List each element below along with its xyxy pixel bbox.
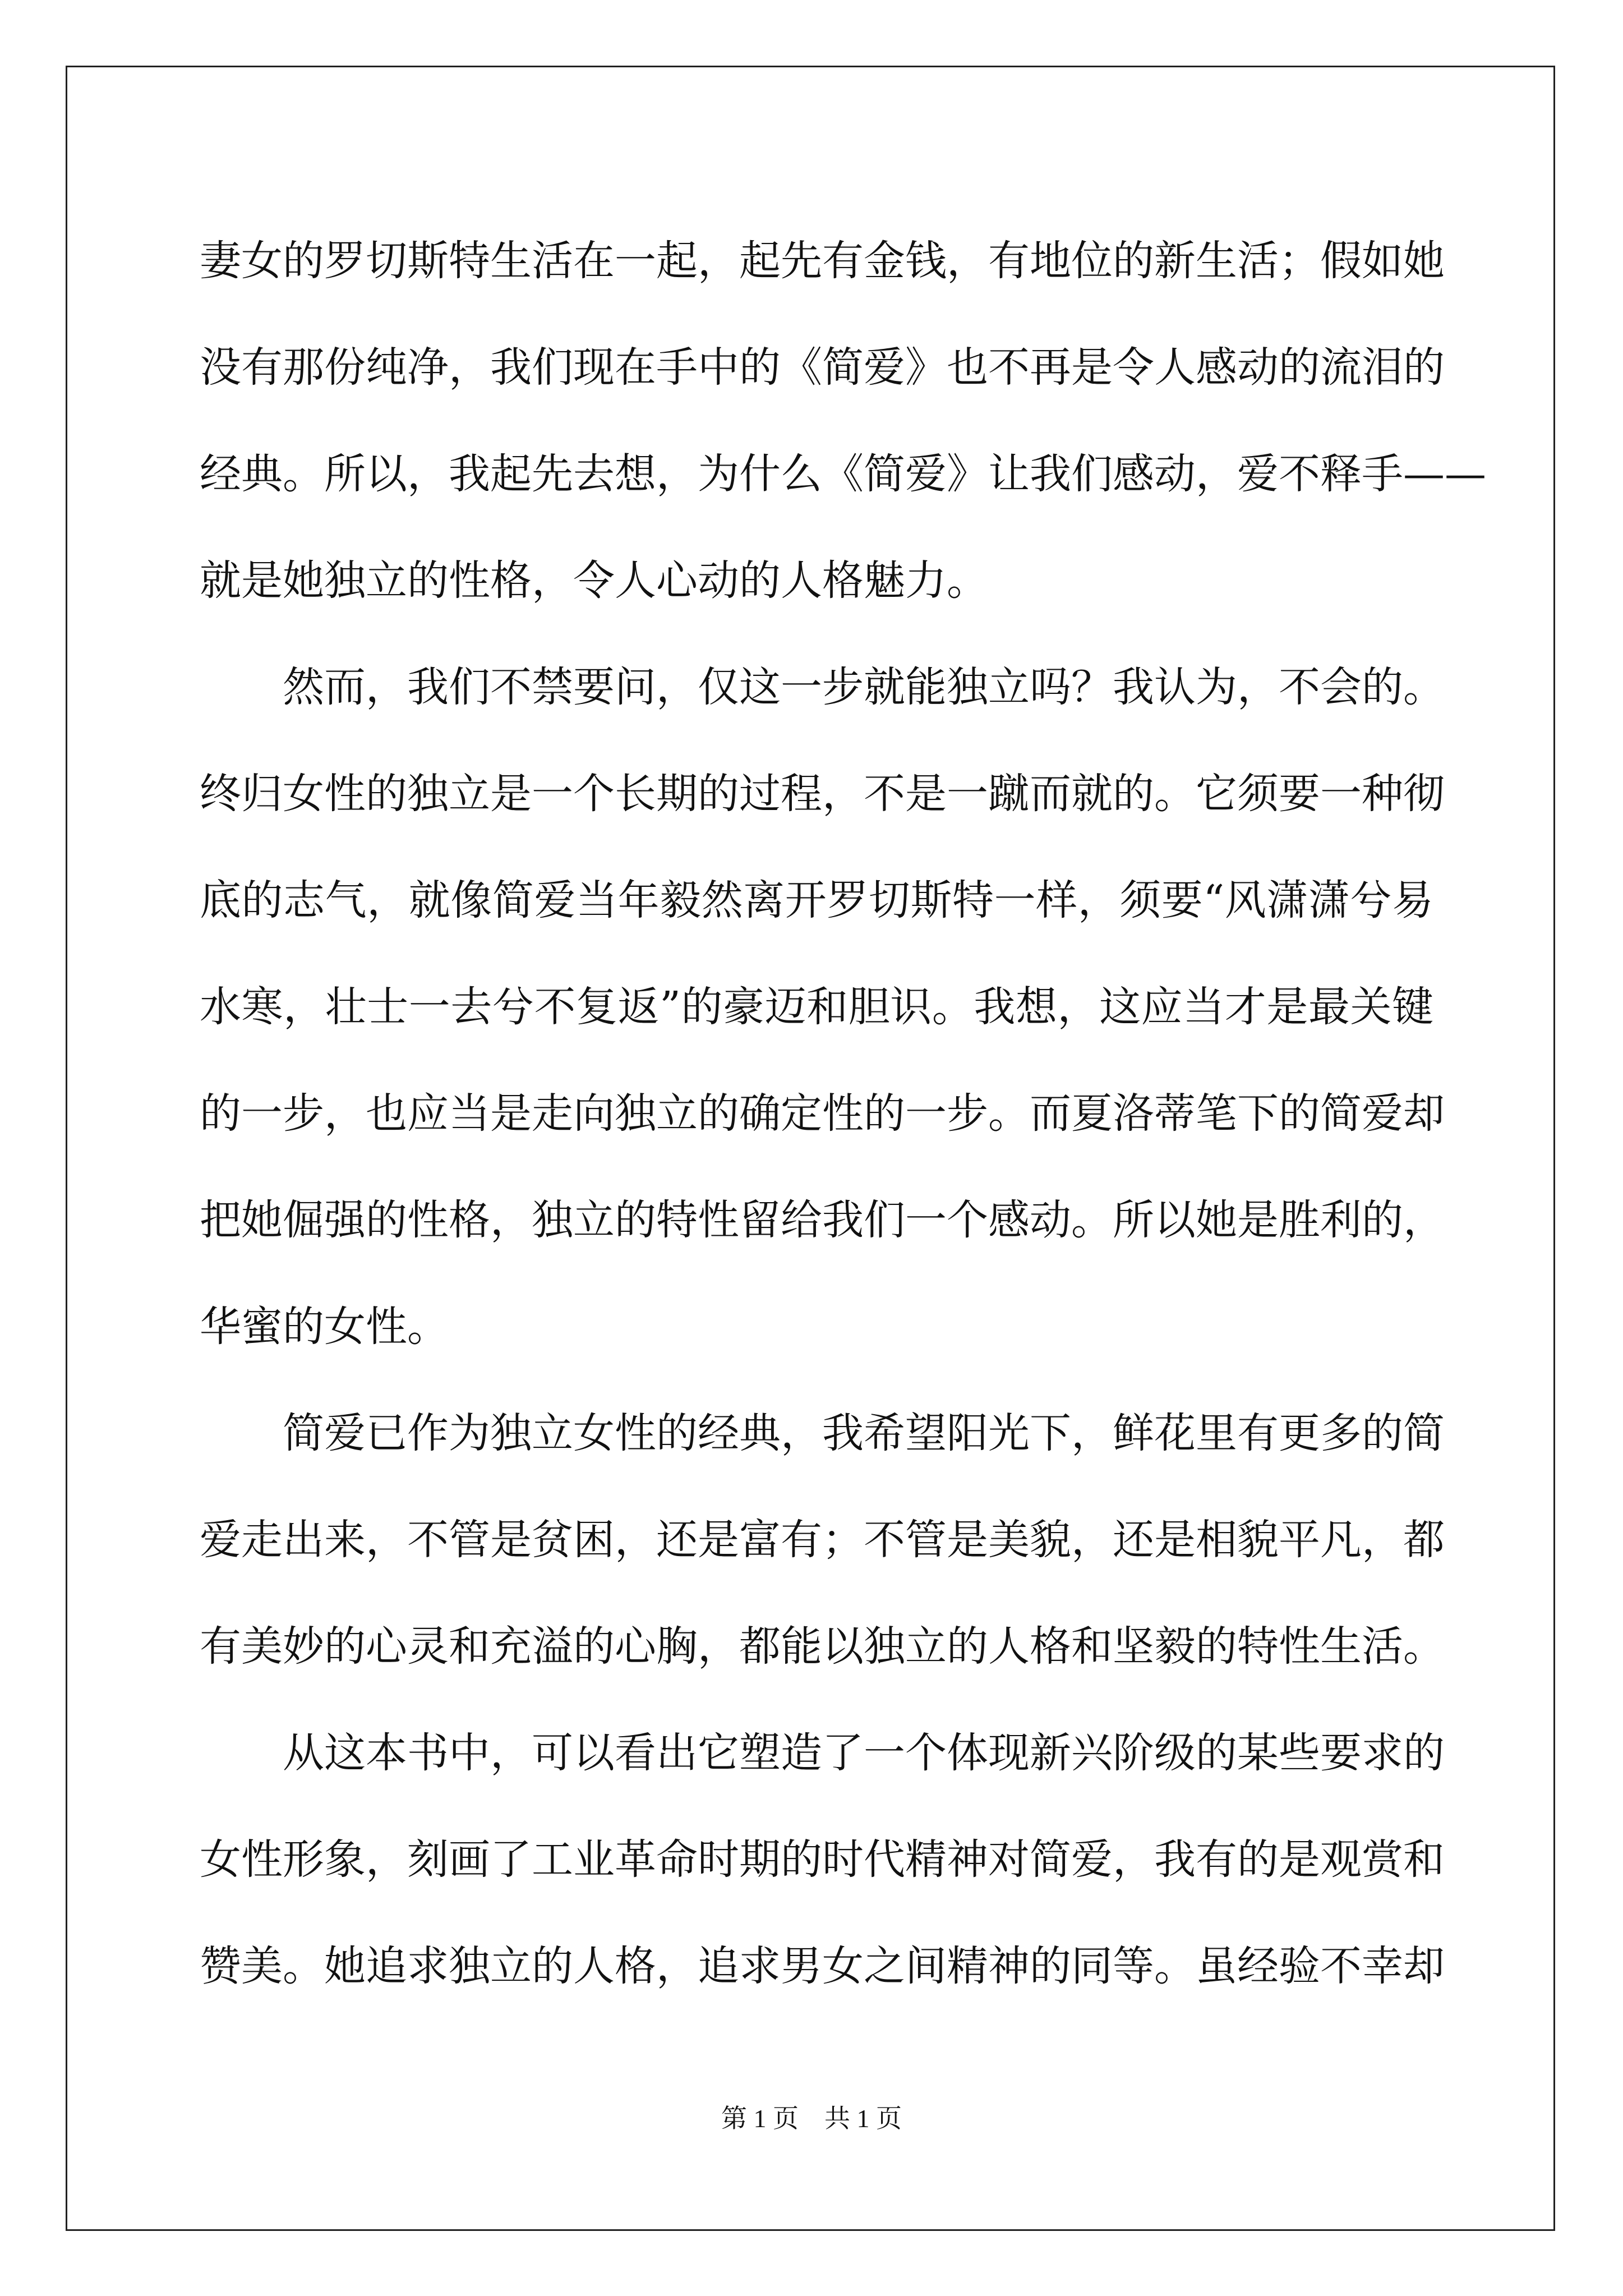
text-line: 从这本书中，可以看出它塑造了一个体现新兴阶级的某些要求的	[283, 1729, 1445, 1777]
text-line: 简爱已作为独立女性的经典，我希望阳光下，鲜花里有更多的简	[283, 1409, 1445, 1457]
text-line: 爱走出来，不管是贫困，还是富有；不管是美貌，还是相貌平凡，都	[200, 1516, 1445, 1564]
text-line: 的一步，也应当是走向独立的确定性的一步。而夏洛蒂笔下的简爱却	[200, 1089, 1445, 1138]
text-line: 赞美。她追求独立的人格，追求男女之间精神的同等。虽经验不幸却	[200, 1942, 1445, 1990]
text-line: 终归女性的独立是一个长期的过程，不是一蹴而就的。它须要一种彻	[200, 770, 1445, 818]
text-line: 有美妙的心灵和充溢的心胸，都能以独立的人格和坚毅的特性生活。	[200, 1622, 1445, 1671]
text-line: 水寒，壮士一去兮不复返”的豪迈和胆识。我想，这应当才是最关键	[200, 983, 1433, 1031]
text-line: 女性形象，刻画了工业革命时期的时代精神对简爱，我有的是观赏和	[200, 1835, 1445, 1884]
text-line: 没有那份纯净，我们现在手中的《简爱》也不再是令人感动的流泪的	[200, 343, 1445, 392]
text-line: 把她倔强的性格，独立的特性留给我们一个感动。所以她是胜利的，	[200, 1196, 1445, 1244]
text-line: 底的志气，就像简爱当年毅然离开罗切斯特一样，须要“风潇潇兮易	[200, 876, 1433, 924]
page-total: 共 1 页	[824, 2104, 902, 2133]
page-number: 第 1 页	[721, 2104, 799, 2133]
text-line: 华蜜的女性。	[200, 1303, 449, 1351]
text-line: 然而，我们不禁要问，仅这一步就能独立吗？我认为，不会的。	[283, 663, 1445, 711]
text-line: 就是她独立的性格，令人心动的人格魅力。	[200, 556, 988, 605]
text-line: 妻女的罗切斯特生活在一起，起先有金钱，有地位的新生活；假如她	[200, 237, 1445, 285]
text-line: 经典。所以，我起先去想，为什么《简爱》让我们感动，爱不释手——	[200, 450, 1486, 498]
document-body	[200, 208, 1486, 2019]
page-footer	[0, 2098, 1623, 2135]
